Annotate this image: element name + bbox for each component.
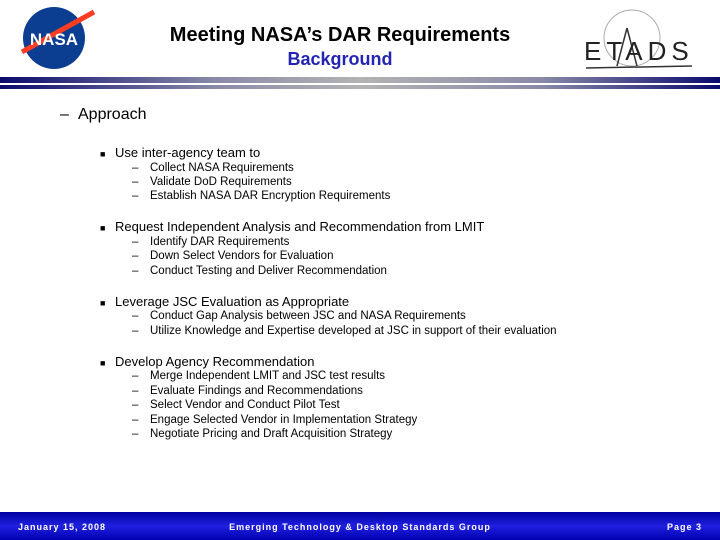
footer <box>0 512 720 540</box>
bullet: ■ Use inter-agency team to <box>100 145 261 160</box>
sub-bullet: – Merge Independent LMIT and JSC test results <box>132 370 386 382</box>
svg-text:ETADS: ETADS <box>584 36 694 66</box>
footer-group: Emerging Technology & Desktop Standards Group <box>229 522 491 532</box>
slide-title: Meeting NASA’s DAR Requirements <box>169 24 511 46</box>
sub-bullet: – Select Vendor and Conduct Pilot Test <box>132 399 340 411</box>
sub-bullet: – Down Select Vendors for Evaluation <box>132 250 334 262</box>
sub-bullet: – Evaluate Findings and Recommendations <box>132 385 363 397</box>
header-bar <box>0 77 720 83</box>
sub-bullet: – Negotiate Pricing and Draft Acquisition Strategy <box>132 428 393 440</box>
footer-date: January 15, 2008 <box>18 522 107 532</box>
page-number: Page 3 <box>666 522 702 532</box>
approach-heading: – Approach <box>60 106 147 123</box>
sub-bullet: – Utilize Knowledge and Expertise developed at JSC in support of their evaluation <box>132 325 557 337</box>
bullet: ■ Leverage JSC Evaluation as Appropriate <box>100 294 350 309</box>
sub-bullet: – Validate DoD Requirements <box>132 176 292 188</box>
etads-logo <box>582 8 700 74</box>
sub-bullet: – Collect NASA Requirements <box>132 162 294 174</box>
slide-subtitle: Background <box>287 49 393 69</box>
header-bar <box>0 85 720 89</box>
bullet: ■ Develop Agency Recommendation <box>100 354 315 369</box>
sub-bullet: – Conduct Testing and Deliver Recommendation <box>132 265 387 277</box>
sub-bullet: – Identify DAR Requirements <box>132 236 290 248</box>
svg-text:NASA: NASA <box>29 30 79 49</box>
bullet: ■ Request Independent Analysis and Recommendation from LMIT <box>100 219 485 234</box>
sub-bullet: – Conduct Gap Analysis between JSC and NASA Requirements <box>132 310 466 322</box>
sub-bullet: – Engage Selected Vendor in Implementation Strategy <box>132 414 418 426</box>
sub-bullet: – Establish NASA DAR Encryption Requirements <box>132 190 391 202</box>
